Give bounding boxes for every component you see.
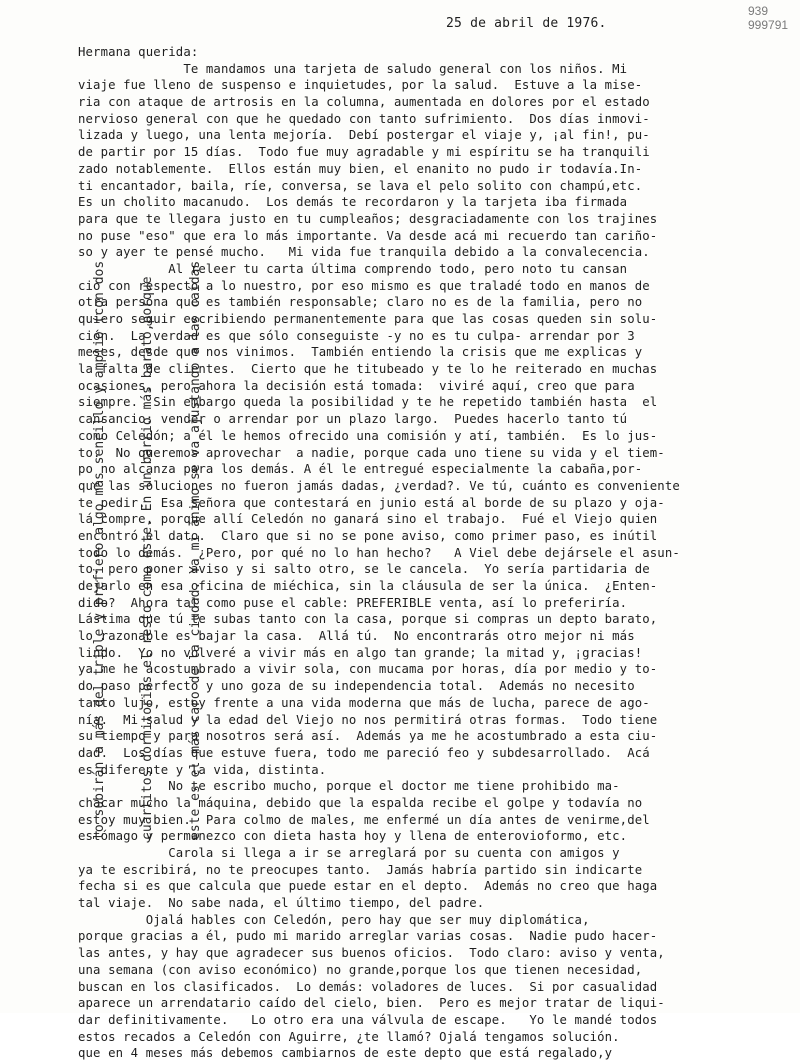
letter-line: ria con ataque de artrosis en la columna, aumentada en dolores por el estado [78,95,650,110]
letter-line: dar definitivamente. Lo otro era una válvula de escape. Yo le mandé todos [78,1012,658,1027]
letter-line: la falta de clientes. Cierto que he titubeado y te lo he reiterado en muchas [78,362,658,377]
letter-line: te pedir. Esa señora que contestará en junio está al borde de su plazo y oja- [78,495,665,510]
letter-line: quiero seguir escribiendo permanentemente para que las cosas queden sin solu- [78,312,658,326]
letter-line: ción. La verdad es que sólo conseguiste -y no es tu culpa- arrendar por 3 [78,328,635,343]
letter-line: dido? Ahora tal como puse el cable: PREFERIBLE venta, así lo preferiría. [78,595,628,610]
letter-line: para que te llegara justo en tu cumpleaños; desgraciadamente con los trajines [78,211,658,226]
letter-line: siempre. Sin embargo queda la posibilidad y te he repetido también hasta el [78,395,658,410]
letter-line: po no alcanza para los demás. A él le entregué especialmente la cabaña,por- [78,462,643,477]
letter-line: ocasiones, pero ahora la decisión está tomada: viviré aquí, creo que para [78,378,635,393]
letter-line: Al releer tu carta última comprendo todo, pero noto tu cansan [78,261,628,276]
letter-line: ti encantador, baila, ríe, conversa, se lava el pelo solito con champú,etc. [78,178,643,193]
letter-line: lo razonable es bajar la casa. Allá tú. No encontrarás otro mejor ni más [78,629,635,644]
letter-line: una semana (con aviso económico) no grande,porque los que tienen necesidad, [78,962,643,977]
archive-code: 939 999791 [748,4,789,32]
letter-line: Es un cholito macanudo. Los demás te recordaron y la tarjeta iba firmada [78,195,628,210]
letter-line: do paso perfecto y uno goza de su independencia total. Además no necesito [78,679,635,694]
letter-line: nervioso general con que he quedado con tanto sufrimiento. Dos días inmovi- [78,111,650,126]
letter-date: 25 de abril de 1976. [446,16,607,31]
letter-line: encontró el dato. Claro que si no se pone aviso, como primer paso, es inútil [78,528,658,543]
letter-line: ya te escribirá, no te preocupes tanto. Jamás habría partido sin indicarte [78,862,643,877]
letter-line: no puse "eso" que era lo más importante. Va desde acá mi recuerdo tan cariño- [78,228,658,243]
letter-line: cansancio: vender o arrendar por un plazo largo. Puedes hacerlo tanto tú [78,412,628,427]
letter-line: es diferente y la vida, distinta. [78,762,327,777]
letter-line: lindo. Yo no volveré a vivir más en algo tan grande; la mitad y, ¡gracias! [78,645,643,660]
letter-line: dejarlo en esa oficina de miéchica, sin la cláusula de ser la única. ¿Enten- [78,579,658,593]
letter-line: Ojalá hables con Celedón, pero hay que ser muy diplomática, [78,912,590,927]
letter-line: viaje fue lleno de suspenso e inquietudes, por la salud. Estuve a la mise- [78,78,643,93]
letter-line: dad. Los días que estuve fuera, todo me pareció feo y subdesarrollado. Acá [78,745,650,760]
letter-line: Hermana querida: [78,45,199,59]
letter-line: otra persona que es también responsable; claro no es de la familia, pero no [78,295,643,310]
letter-line: nía. Mi salud y la edad del Viejo no nos permitirá otras formas. Todo tiene [78,712,658,727]
letter-line: estoy muy bien. Para colmo de males, me enfermé un día antes de venirme,del [78,812,650,827]
letter-line: las antes, y hay que agradecer sus buenos oficios. Todo claro: aviso y venta, [78,946,665,961]
letter-line: porque gracias a él, pudo mi marido arreglar varias cosas. Nadie pudo hacer- [78,929,658,944]
letter-line: que las soluciones no fueron jamás dadas, ¿verdad?. Ve tú, cuánto es conveniente [78,478,680,493]
letter-line: aparece un arrendatario caído del cielo, bien. Pero es mejor tratar de liqui- [78,996,665,1011]
letter-line: que en 4 meses más debemos cambiarnos de este depto que está regalado,y [78,1046,613,1061]
margin-note-line: lo subirán a más del triple y prefiero algo más sencillo y amplio (con dos [92,260,107,840]
letter-line: to, pero poner aviso y si salto otro, se le cancela. Yo sería partidaria de [78,562,650,577]
letter-line: to. No queremos aprovechar a nadie, porque cada uno tiene su vida y el tiem- [78,445,665,460]
letter-line: No te escribo mucho, porque el doctor me tiene prohibido ma- [78,779,620,794]
letter-line: tanto lujo, estoy frente a una vida moderna que más de lucha, parece de ago- [78,695,650,710]
letter-line: Lástima que tú te subas tanto con la casa, porque si compras un depto barato, [78,612,658,627]
letter-line: fecha si es que calcula que puede estar en el depto. Además no creo que haga [78,879,658,894]
letter-line: estómago y permanezco con dieta hasta hoy y llena de enterovioformo, etc. [78,829,628,844]
letter-line: buscan en los clasificados. Lo demás: voladores de luces. Si por casualidad [78,979,658,994]
letter-line: estos recados a Celedón con Aguirre, ¿te llamó? Ojalá tengamos solución. [78,1029,620,1044]
letter-line: todo lo demás. ¿Pero, por qué no lo han hecho? A Viel debe dejársele el asun- [78,545,680,560]
letter-line: Te mandamos una tarjeta de saludo general con los niños. Mi [78,61,628,76]
letter-line: Carola si llega a ir se arreglará por su cuenta con amigos y [78,846,620,860]
margin-note-line: este es el más caro de la ciudad. Ya mi ánimo se va ajustando a las caídas [188,260,203,840]
letter-line: tal viaje. No sabe nada, el último tiempo, del padre. [78,896,485,911]
letter-line: ya me he acostumbrado a vivir sola, con mucama por horas, día por medio y to- [78,662,658,677]
letter-body [78,44,798,1062]
margin-note-line: cuartitos dormitorios el resto como este. En un barrio más barato,porque [140,276,155,840]
letter-line: su tiempo y para nosotros será así. Además ya me he acostumbrado a esta ciu- [78,729,658,744]
letter-line: cio con respecto a lo nuestro, por eso mismo es que traladé todo en manos de [78,278,650,293]
letter-line: lizada y luego, una lenta mejoría. Debí postergar el viaje y, ¡al fin!, pu- [78,128,650,143]
letter-line: zado notablemente. Ellos están muy bien, el enanito no pudo ir todavía.In- [78,161,643,176]
letter-line: como Celedón; a él le hemos ofrecido una comisión y atí, también. Es lo jus- [78,428,658,443]
letter-line: de partir por 15 días. Todo fue muy agradable y mi espíritu se ha tranquili [78,145,650,160]
letter-line: chacar mucho la máquina, debido que la espalda recibe el golpe y todavía no [78,795,643,810]
letter-line: so y ayer te pensé mucho. Mi vida fue tranquila debido a la convalecencia. [78,245,650,260]
letter-line: lá compre, porque allí Celedón no ganará sino el trabajo. Fué el Viejo quien [78,512,658,527]
letter-line: meses, desde que nos vinimos. También entiendo la crisis que me explicas y [78,345,643,360]
